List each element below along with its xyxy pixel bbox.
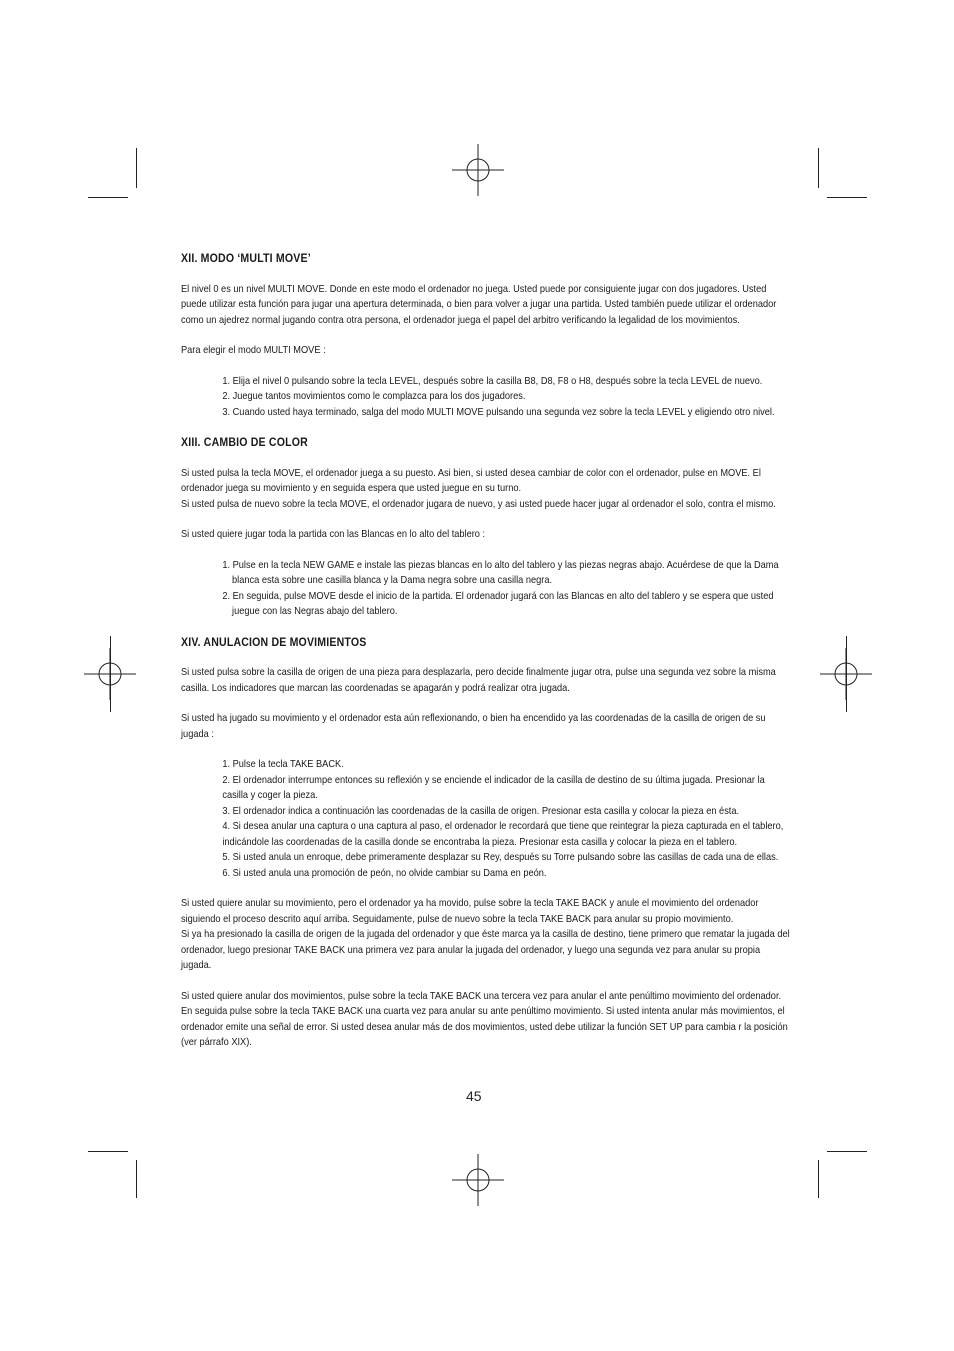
list-item: 1. Pulse la tecla TAKE BACK.	[222, 758, 344, 770]
section-heading: XII. MODO ‘MULTI MOVE’	[181, 251, 311, 265]
paragraph: Si usted quiere anular su movimiento, pero el ordenador ya ha movido, pulse sobre la tecla TAKE BACK y anule el movimiento del ordenador siguiendo el proceso descrito aquí arriba. Seguidamente, pulse de nuevo sobre la tecla TAKE BACK para anular su propio movimiento.	[181, 897, 759, 925]
list-item: 1. Elija el nivel 0 pulsando sobre la tecla LEVEL, después sobre la casilla B8, D8, F8 o H8, después sobre la tecla LEVEL de nuevo.	[222, 374, 763, 387]
crop-mark	[136, 148, 137, 188]
crop-mark	[818, 148, 819, 188]
list-item: 2. En seguida, pulse MOVE desde el inicio de la partida. El ordenador jugará con las Blancas en alto del tablero y se espera que usted juegue con las Negras abajo del tablero.	[222, 589, 774, 617]
crop-mark	[846, 636, 847, 712]
paragraph: Si usted ha jugado su movimiento y el ordenador esta aún reflexionando, o bien ha encendido ya las coordenadas de la casilla de origen de su jugada :	[181, 712, 766, 740]
paragraph: Si usted quiere anular dos movimientos, pulse sobre la tecla TAKE BACK una tercera vez para anular el ante penúltimo movimiento del ordenador. En seguida pulse sobre la tecla TAKE BACK una cuarta vez para anular su ante penúltimo movimiento. Si usted intenta anular más movimientos, el ordenador emite una señal de error. Si usted desea anular más de dos movimientos, usted debe utilizar la función SET UP para cambia r la posición (ver párrafo XIX).	[181, 989, 788, 1048]
crop-mark	[88, 197, 128, 198]
crop-mark	[88, 1151, 128, 1152]
list-item: 4. Si desea anular una captura o una captura al paso, el ordenador le recordará que tiene que reintegrar la pieza capturada en el tablero, indicándole las coordenadas de la casilla donde se encontraba la pieza. Presionar esta casilla y colocar la pieza en el tablero.	[222, 820, 784, 848]
document-body	[181, 251, 793, 1051]
page-number: 45	[466, 1088, 482, 1104]
list-item: 1. Pulse en la tecla NEW GAME e instale las piezas blancas en lo alto del tablero y las piezas negras abajo. Acuérdese de que la Dama blanca esta sobre une casilla blanca y la Dama negra sobre una casilla negra.	[222, 558, 779, 586]
section-heading: XIV. ANULACION DE MOVIMIENTOS	[181, 634, 367, 649]
list-item: 5. Si usted anula un enroque, debe primeramente desplazar su Rey, después su Torre pulsando sobre las casillas de cada una de ellas.	[222, 851, 779, 863]
crop-mark	[110, 636, 111, 712]
crop-mark	[827, 197, 867, 198]
list-item: 2. Juegue tantos movimientos como le complazca para los dos jugadores.	[222, 390, 526, 402]
paragraph: Si usted pulsa sobre la casilla de origen de una pieza para desplazarla, pero decide finalmente jugar otra, pulse una segunda vez sobre la misma casilla. Los indicadores que marcan las coordenadas se apagarán y podrá realizar otra jugada.	[181, 666, 776, 694]
crop-mark	[136, 1160, 137, 1198]
paragraph: Si usted pulsa de nuevo sobre la tecla MOVE, el ordenador jugara de nuevo, y asi usted puede hacer jugar al ordenador el solo, contra el mismo.	[181, 497, 776, 510]
list-item: 6. Si usted anula una promoción de peón, no olvide cambiar su Dama en peón.	[222, 866, 547, 879]
paragraph: Si ya ha presionado la casilla de origen de la jugada del ordenador y que éste marca ya la casilla de destino, tiene primero que rematar la jugada del ordenador, luego presionar TAKE BACK una primera vez para anular la jugada del ordenador, y luego una segunda vez para anular su propia jugada.	[181, 928, 790, 971]
list-item: 3. El ordenador indica a continuación las coordenadas de la casilla de origen. Presionar esta casilla y colocar la pieza en ésta.	[222, 804, 740, 817]
paragraph: Para elegir el modo MULTI MOVE :	[181, 344, 326, 356]
steps-list	[181, 558, 793, 620]
paragraph: El nivel 0 es un nivel MULTI MOVE. Donde en este modo el ordenador no juega. Usted puede por consiguiente jugar con dos jugadores. Usted puede utilizar esta función para jugar una apertura determinada, o bien para volver a jugar una partida. Usted también puede utilizar el ordenador como un ajedrez normal jugando contra otra persona, el ordenador juega el papel del arbitro verificando la legalidad de los movimientos.	[181, 282, 777, 326]
paragraph: Si usted quiere jugar toda la partida con las Blancas en lo alto del tablero :	[181, 528, 486, 540]
crop-mark	[818, 1160, 819, 1198]
paragraph: Si usted pulsa la tecla MOVE, el ordenador juega a su puesto. Asi bien, si usted desea cambiar de color con el ordenador, pulse en MOVE. El ordenador juega su movimiento y en seguida espera que usted juegue en su turno.	[181, 466, 761, 494]
steps-list	[181, 374, 793, 421]
steps-list	[181, 757, 793, 881]
registration-mark-icon	[452, 144, 504, 196]
list-item: 3. Cuando usted haya terminado, salga del modo MULTI MOVE pulsando una segunda vez sobre la tecla LEVEL y eligiendo otro nivel.	[222, 405, 775, 418]
section-heading: XIII. CAMBIO DE COLOR	[181, 435, 308, 449]
crop-mark	[827, 1151, 867, 1152]
list-item: 2. El ordenador interrumpe entonces su reflexión y se enciende el indicador de la casilla de destino de su última jugada. Presionar la casilla y coger la pieza.	[222, 773, 765, 801]
registration-mark-icon	[452, 1154, 504, 1206]
